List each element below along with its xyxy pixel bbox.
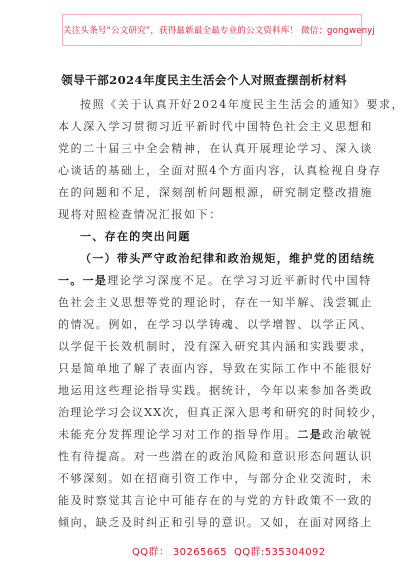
qq-group-one: QQ群： 30265665 bbox=[132, 547, 228, 558]
paragraph-line bbox=[58, 428, 373, 442]
paragraph-line: 心谈话的基础上，全面对照4个方面内容，认真检视自身存 bbox=[58, 164, 382, 177]
paragraph-line: 按照《关于认真开好2024年度民主生活会的通知》要求， bbox=[80, 98, 405, 111]
paragraph-line: 倾向，缺乏及时纠正和引导的意识。又如，在面对网络上 bbox=[58, 516, 373, 529]
point-two-label: 二是 bbox=[297, 428, 323, 441]
section-heading: 一、存在的突出问题 bbox=[80, 230, 191, 243]
paragraph-line: 以学促干长效机制时，没有深入研究其内涵和实践要求， bbox=[58, 340, 373, 353]
paragraph-line: 在的问题和不足，深刻剖析问题根源，研究制定整改措施 bbox=[58, 186, 373, 199]
paragraph-line: 地运用这些理论指导实践。据统计，今年以来参加各类政 bbox=[58, 384, 373, 397]
header-banner-box bbox=[62, 14, 375, 46]
paragraph-line: 现将对照检查情况汇报如下： bbox=[58, 208, 222, 221]
line-text: 未能充分发挥理论学习对工作的指导作用。 bbox=[58, 428, 298, 441]
paragraph-line: 党的二十届三中全会精神，在认真开展理论学习、深入谈 bbox=[58, 142, 373, 155]
paragraph-line: 能及时察觉其言论中可能存在的与党的方针政策不一致的 bbox=[58, 494, 373, 507]
paragraph-line: 本人深入学习贯彻习近平新时代中国特色社会主义思想和 bbox=[58, 120, 373, 133]
sub-heading: （一）带头严守政治纪律和政治规矩，维护党的团结统 bbox=[80, 252, 376, 265]
paragraph-line: 治理论学习会议XX次，但真正深入思考和研究的时间较少， bbox=[58, 406, 384, 419]
point-one-text: 理论学习深度不足。在学习习近平新时代中国特 bbox=[107, 274, 372, 287]
paragraph-line: 色社会主义思想等党的理论时，存在一知半解、浅尝辄止 bbox=[58, 296, 373, 309]
sub-heading-end: 一。 bbox=[58, 274, 83, 287]
qq-group-two: QQ群:535304092 bbox=[234, 547, 326, 558]
paragraph-line: 的情况。例如，在学习以学铸魂、以学增智、以学正风、 bbox=[58, 318, 373, 331]
point-two-text: 政治敏锐 bbox=[322, 428, 373, 441]
paragraph-line bbox=[58, 274, 372, 288]
footer bbox=[0, 543, 408, 559]
paragraph-line: 不够深刻。如在招商引资工作中，与部分企业交流时，未 bbox=[58, 472, 373, 485]
paragraph-line: 性有待提高。对一些潜在的政治风险和意识形态问题认识 bbox=[58, 450, 373, 463]
document-title: 领导干部2024年度民主生活会个人对照查摆剖析材料 bbox=[61, 73, 347, 87]
point-one-label: 一是 bbox=[82, 274, 108, 287]
paragraph-line: 只是简单地了解了表面内容，导致在实际工作中不能很好 bbox=[58, 362, 373, 375]
header-banner-text: 关注头条号“公文研究”，获得最新最全最专业的公文资料库！ 微信：gongwenyj bbox=[63, 26, 375, 36]
